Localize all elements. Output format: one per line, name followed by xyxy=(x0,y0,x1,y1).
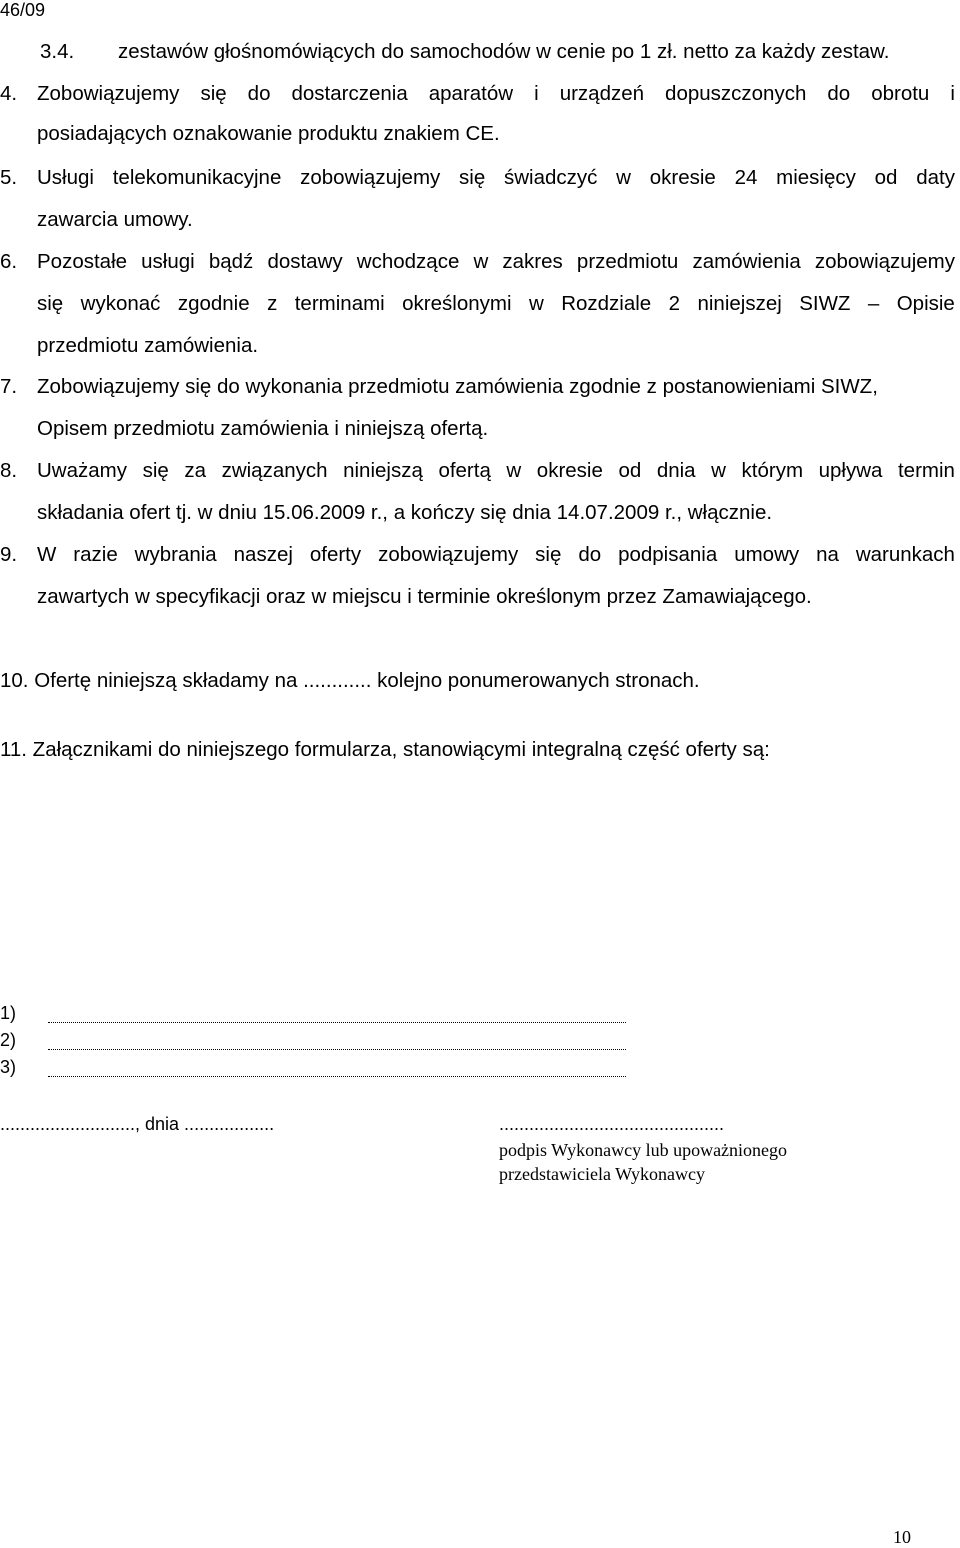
item-4-line-1 xyxy=(37,82,955,106)
word: w xyxy=(473,250,489,273)
word: naszej xyxy=(233,543,293,566)
item-11: 11. Załącznikami do niniejszego formularza, stanowiącymi integralną część oferty są: xyxy=(0,738,770,761)
item-number: 6. xyxy=(0,250,18,273)
word: niniejszej xyxy=(697,292,782,315)
word: do xyxy=(578,543,602,566)
item-8-line-1 xyxy=(37,459,955,483)
item-6-line-3: przedmiotu zamówienia. xyxy=(37,334,259,357)
word: okresie xyxy=(536,459,603,482)
word: wchodzące xyxy=(356,250,460,273)
word: Opisie xyxy=(896,292,955,315)
item-5-line-1 xyxy=(37,166,955,190)
item-9-line-2: zawartych w specyfikacji oraz w miejscu i terminie określonym przez Zamawiającego. xyxy=(37,585,812,608)
word: w xyxy=(506,459,522,482)
attachment-1-label: 1) xyxy=(0,1003,17,1023)
word: daty xyxy=(916,166,955,189)
word: i xyxy=(950,82,955,105)
word: za xyxy=(184,459,206,482)
word: podpisania xyxy=(618,543,718,566)
word: usługi xyxy=(141,250,195,273)
word: od xyxy=(618,459,642,482)
word: 24 xyxy=(734,166,758,189)
word: termin xyxy=(897,459,955,482)
word: dostarczenia xyxy=(291,82,408,105)
word: bądź xyxy=(208,250,254,273)
attachment-2-line xyxy=(48,1049,626,1050)
word: w xyxy=(711,459,726,482)
word: zobowiązujemy xyxy=(814,250,955,273)
word: Usługi xyxy=(37,166,94,189)
item-3-4-text: zestawów głośnomówiących do samochodów w cenie po 1 zł. netto za każdy zestaw. xyxy=(118,40,890,63)
word: oferty xyxy=(309,543,362,566)
word: zakres xyxy=(502,250,563,273)
word: SIWZ xyxy=(799,292,851,315)
word: niniejszą xyxy=(343,459,423,482)
word: w xyxy=(616,166,631,189)
word: do xyxy=(247,82,271,105)
word: określonymi xyxy=(402,292,512,315)
signature-caption-line-1: podpis Wykonawcy lub upoważnionego xyxy=(499,1140,788,1160)
word: – xyxy=(867,292,880,315)
word: ofertą xyxy=(438,459,491,482)
attachment-3-line xyxy=(48,1076,626,1077)
word: miesięcy xyxy=(776,166,856,189)
item-8-line-2: składania ofert tj. w dniu 15.06.2009 r., a kończy się dnia 14.07.2009 r., włącznie. xyxy=(37,501,773,524)
word: się xyxy=(200,82,227,105)
word: wykonać xyxy=(80,292,161,315)
word: dnia xyxy=(656,459,696,482)
word: świadczyć xyxy=(504,166,598,189)
word: do xyxy=(827,82,851,105)
word: umowy xyxy=(734,543,800,566)
word: od xyxy=(874,166,898,189)
item-7-line-1: Zobowiązujemy się do wykonania przedmiotu zamówienia zgodnie z postanowieniami SIWZ, xyxy=(37,375,878,398)
word: dopuszczonych xyxy=(665,82,807,105)
page-reference: 46/09 xyxy=(0,0,46,20)
word: wybrania xyxy=(134,543,217,566)
word: związanych xyxy=(221,459,328,482)
word: się xyxy=(37,292,64,315)
item-6-line-2 xyxy=(37,292,955,316)
word: upływa xyxy=(818,459,883,482)
attachment-1-line xyxy=(48,1022,626,1023)
item-3-4-number: 3.4. xyxy=(40,40,75,63)
item-6-line-1 xyxy=(37,250,955,274)
item-10: 10. Ofertę niniejszą składamy na ............ kolejno ponumerowanych stronach. xyxy=(0,669,700,692)
word: i xyxy=(534,82,539,105)
word: zobowiązujemy xyxy=(300,166,441,189)
word: zamówienia xyxy=(692,250,801,273)
word: się xyxy=(535,543,562,566)
item-5-line-2: zawarcia umowy. xyxy=(37,208,193,231)
word: zobowiązujemy xyxy=(378,543,519,566)
word: W xyxy=(37,543,57,566)
word: aparatów xyxy=(428,82,514,105)
word: 2 xyxy=(668,292,681,315)
item-number: 9. xyxy=(0,543,18,566)
word: obrotu xyxy=(871,82,930,105)
word: Rozdziale xyxy=(561,292,652,315)
word: którym xyxy=(741,459,804,482)
word: się xyxy=(459,166,486,189)
word: terminami xyxy=(294,292,385,315)
word: dostawy xyxy=(267,250,343,273)
word: Pozostałe xyxy=(37,250,128,273)
word: telekomunikacyjne xyxy=(112,166,282,189)
attachment-2-label: 2) xyxy=(0,1030,17,1050)
item-9-line-1 xyxy=(37,543,955,567)
item-number: 8. xyxy=(0,459,18,482)
word: zgodnie xyxy=(177,292,250,315)
item-number: 4. xyxy=(0,82,18,105)
word: okresie xyxy=(649,166,716,189)
item-number: 7. xyxy=(0,375,18,398)
word: urządzeń xyxy=(559,82,645,105)
word: na xyxy=(816,543,839,566)
signature-line: ............................................. xyxy=(499,1114,725,1134)
item-4-line-2: posiadających oznakowanie produktu znakiem CE. xyxy=(37,122,500,145)
page-number: 10 xyxy=(893,1527,911,1547)
word: Uważamy xyxy=(37,459,127,482)
word: przedmiotu xyxy=(576,250,679,273)
attachment-3-label: 3) xyxy=(0,1057,17,1077)
word: się xyxy=(142,459,169,482)
place-date-line: ..........................., dnia .................. xyxy=(0,1114,275,1134)
item-number: 5. xyxy=(0,166,18,189)
item-7-line-2: Opisem przedmiotu zamówienia i niniejszą ofertą. xyxy=(37,417,489,440)
word: warunkach xyxy=(855,543,955,566)
word: z xyxy=(267,292,278,315)
signature-caption-line-2: przedstawiciela Wykonawcy xyxy=(499,1164,705,1184)
word: Zobowiązujemy xyxy=(37,82,180,105)
word: w xyxy=(528,292,544,315)
word: razie xyxy=(73,543,118,566)
